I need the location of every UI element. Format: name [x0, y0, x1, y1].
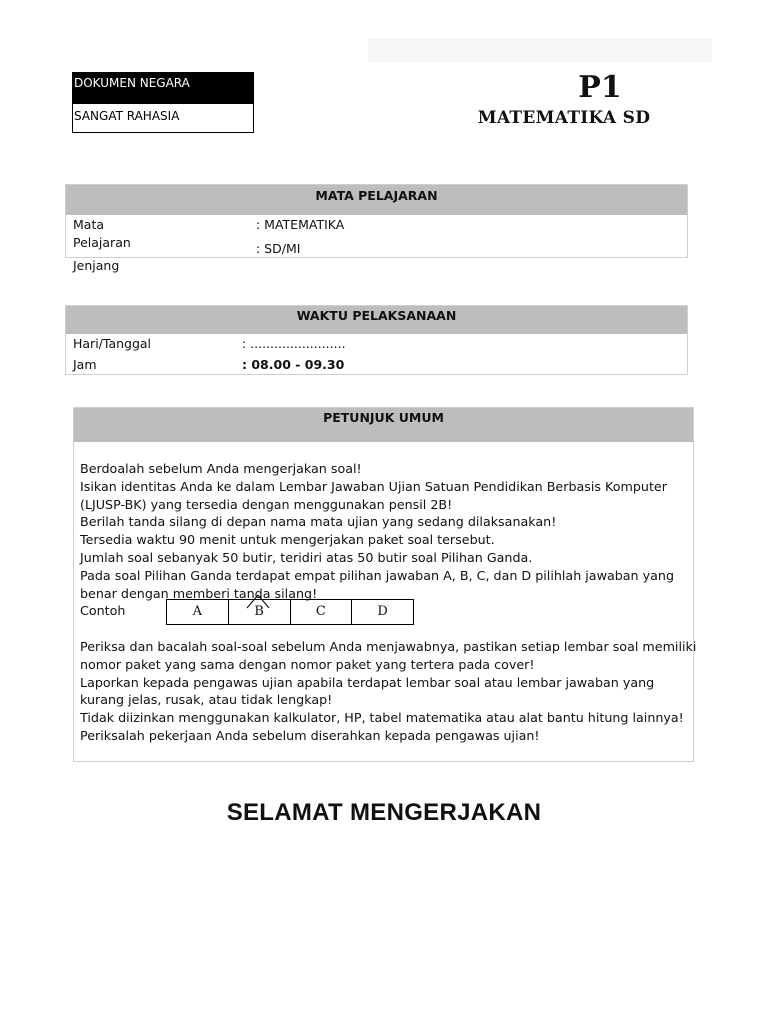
instruction-line: (LJUSP-BK) yang tersedia dengan menggunakan pensil 2B!	[80, 496, 453, 512]
instructions-heading: PETUNJUK UMUM	[74, 408, 693, 442]
choice-d: D	[351, 600, 413, 624]
subject-title: MATEMATIKA SD	[477, 108, 651, 128]
instruction-line: Laporkan kepada pengawas ujian apabila terdapat lembar soal atau lembar jawaban yang	[80, 674, 655, 690]
level-label: Jenjang	[73, 258, 120, 273]
example-choices	[166, 599, 414, 625]
instruction-line: Berilah tanda silang di depan nama mata ujian yang sedang dilaksanakan!	[80, 514, 557, 530]
instruction-line: Tersedia waktu 90 menit untuk mengerjakan paket soal tersebut.	[80, 532, 495, 548]
top-bar-decoration	[368, 38, 712, 62]
instruction-line: Pada soal Pilihan Ganda terdapat empat pilihan jawaban A, B, C, dan D pilihlah jawaban yang	[80, 567, 675, 583]
choice-a: A	[192, 604, 203, 619]
subject-table	[65, 184, 688, 258]
cross-mark-icon	[244, 592, 272, 610]
instruction-line: Periksa dan bacalah soal-soal sebelum Anda menjawabnya, pastikan setiap lembar soal memiliki	[80, 638, 697, 654]
subject-label-1b: Pelajaran	[73, 235, 131, 250]
instruction-line: Jumlah soal sebanyak 50 butir, teridiri atas 50 butir soal Pilihan Ganda.	[80, 549, 533, 565]
instruction-line: nomor paket yang sama dengan nomor paket yang tertera pada cover!	[80, 656, 535, 672]
date-label: Hari/Tanggal	[73, 336, 152, 351]
instruction-line: Isikan identitas Anda ke dalam Lembar Jawaban Ujian Satuan Pendidikan Berbasis Komputer	[80, 478, 667, 494]
subject-label-1a: Mata	[73, 217, 105, 232]
classification-stamp	[72, 72, 254, 133]
instruction-line: Periksalah pekerjaan Anda sebelum diserahkan kepada pengawas ujian!	[80, 727, 540, 743]
level-value: : SD/MI	[256, 241, 301, 256]
classification-bottom: SANGAT RAHASIA	[73, 103, 253, 134]
instruction-line: benar dengan memberi tanda silang!	[80, 585, 318, 601]
instruction-line: Berdoalah sebelum Anda mengerjakan soal!	[80, 461, 362, 476]
time-label: Jam	[73, 357, 97, 372]
subject-table-heading: MATA PELAJARAN	[66, 185, 687, 215]
choice-b: B	[228, 600, 290, 624]
subject-value-1: : MATEMATIKA	[256, 217, 345, 232]
example-label: Contoh	[80, 603, 126, 619]
date-value: : ........................	[242, 336, 346, 351]
instruction-line: Tidak diizinkan menggunakan kalkulator, HP, tabel matematika atau alat bantu hitung lainnya!	[80, 710, 684, 726]
closing-greeting: SELAMAT MENGERJAKAN	[226, 799, 542, 826]
schedule-table-heading: WAKTU PELAKSANAAN	[66, 306, 687, 334]
choice-c: C	[290, 600, 352, 624]
schedule-table	[65, 305, 688, 375]
time-value: : 08.00 - 09.30	[242, 357, 345, 372]
classification-top: DOKUMEN NEGARA	[73, 73, 253, 103]
package-code: P1	[578, 70, 622, 105]
instruction-line: kurang jelas, rusak, atau tidak lengkap!	[80, 692, 333, 708]
